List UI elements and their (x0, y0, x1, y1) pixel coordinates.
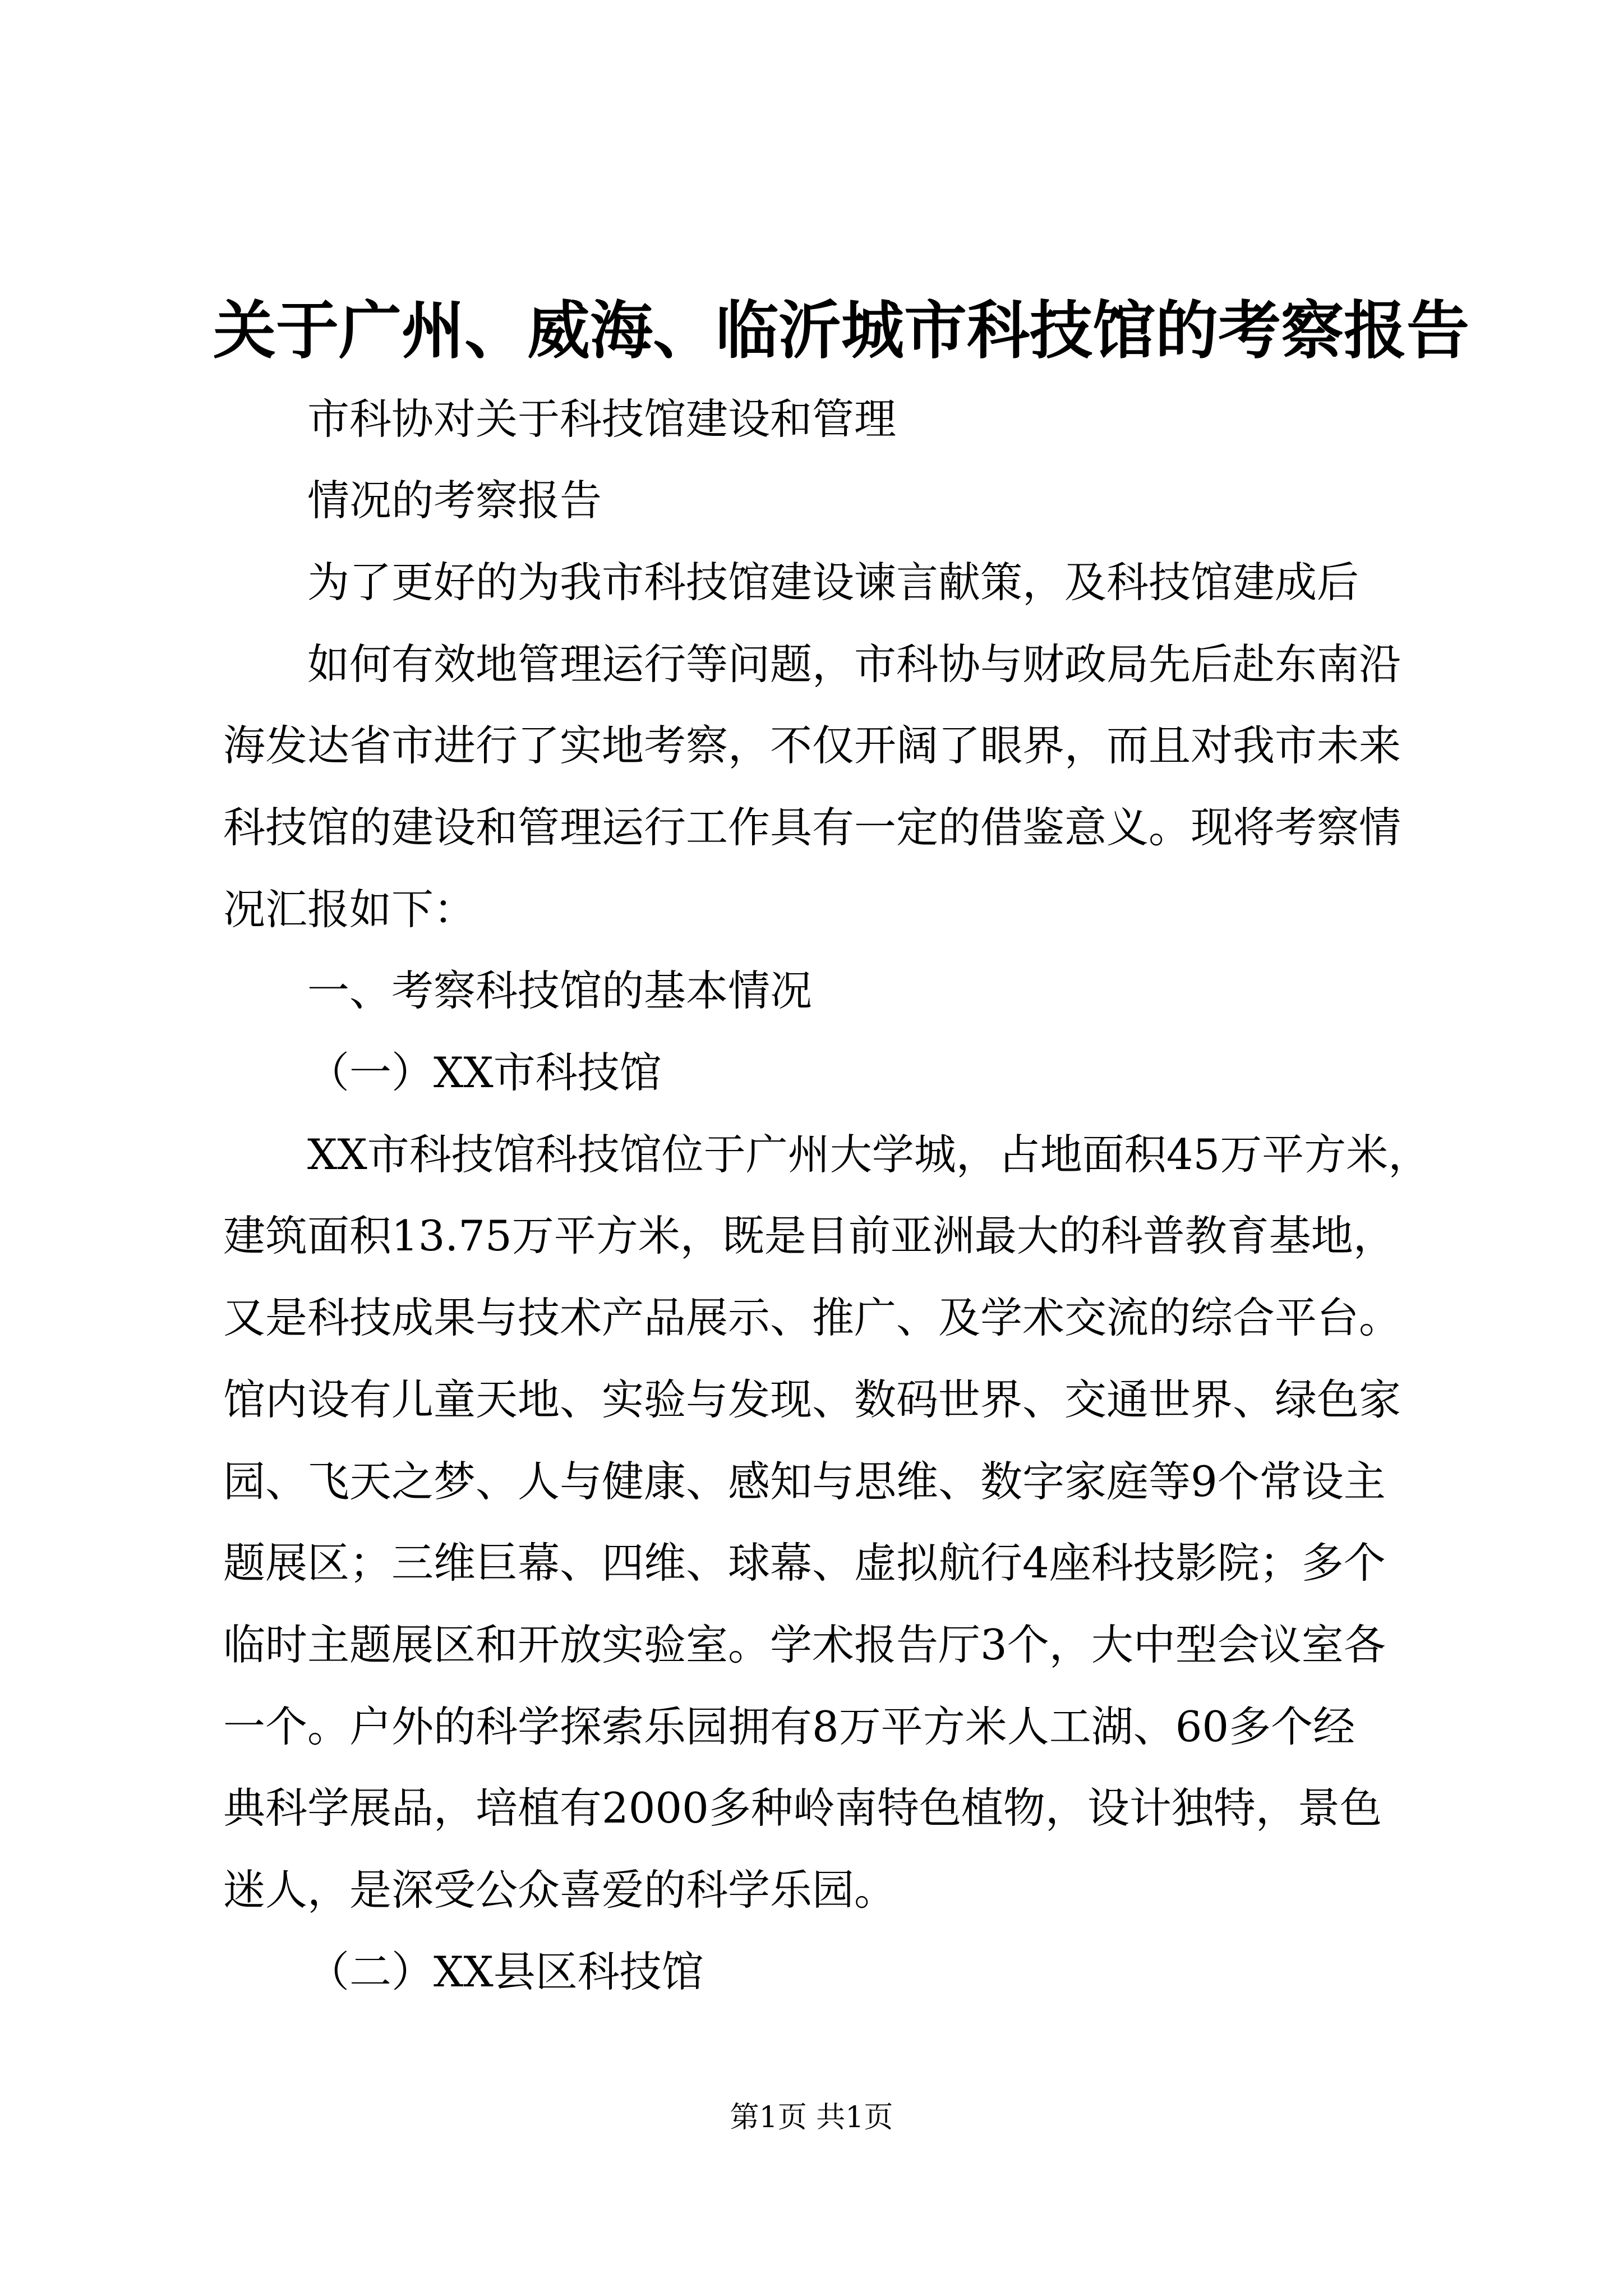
intro-line-1: 为了更好的为我市科技馆建设谏言献策，及科技馆建成后 (307, 558, 1359, 607)
body-line-4: 馆内设有儿童天地、实验与发现、数码世界、交通世界、绿色家 (223, 1375, 1401, 1424)
subtitle-line-1: 市科协对关于科技馆建设和管理 (307, 394, 897, 444)
body-line-10: 迷人，是深受公众喜爱的科学乐园。 (223, 1865, 897, 1915)
intro-line-3: 海发达省市进行了实地考察，不仅开阔了眼界，而且对我市未来 (223, 721, 1401, 770)
section-heading-1: 一、考察科技馆的基本情况 (307, 966, 813, 1015)
body-line-5: 园、飞天之梦、人与健康、感知与思维、数字家庭等9个常设主 (223, 1457, 1386, 1506)
document-title: 关于广州、威海、临沂城市科技馆的考察报告 (213, 294, 1469, 367)
body-line-6: 题展区；三维巨幕、四维、球幕、虚拟航行4座科技影院；多个 (223, 1538, 1386, 1588)
body-line-1: XX市科技馆科技馆位于广州大学城，占地面积45万平方米， (307, 1130, 1431, 1179)
intro-line-2: 如何有效地管理运行等问题，市科协与财政局先后赴东南沿 (307, 639, 1401, 689)
body-line-7: 临时主题展区和开放实验室。学术报告厅3个，大中型会议室各 (223, 1620, 1386, 1669)
page-footer: 第1页 共1页 (730, 2101, 893, 2134)
intro-line-4: 科技馆的建设和管理运行工作具有一定的借鉴意义。现将考察情 (223, 803, 1401, 852)
subtitle-line-2: 情况的考察报告 (307, 476, 602, 525)
body-line-2: 建筑面积13.75万平方米，既是目前亚洲最大的科普教育基地， (223, 1211, 1395, 1260)
body-line-8: 一个。户外的科学探索乐园拥有8万平方米人工湖、60多个经 (223, 1702, 1355, 1751)
intro-line-5: 况汇报如下： (223, 885, 476, 934)
subsection-heading-1: （一）XX市科技馆 (307, 1048, 662, 1097)
subsection-heading-2: （二）XX县区科技馆 (307, 1947, 704, 1996)
body-line-3: 又是科技成果与技术产品展示、推广、及学术交流的综合平台。 (223, 1293, 1401, 1342)
body-line-9: 典科学展品，培植有2000多种岭南特色植物，设计独特，景色 (223, 1783, 1382, 1833)
